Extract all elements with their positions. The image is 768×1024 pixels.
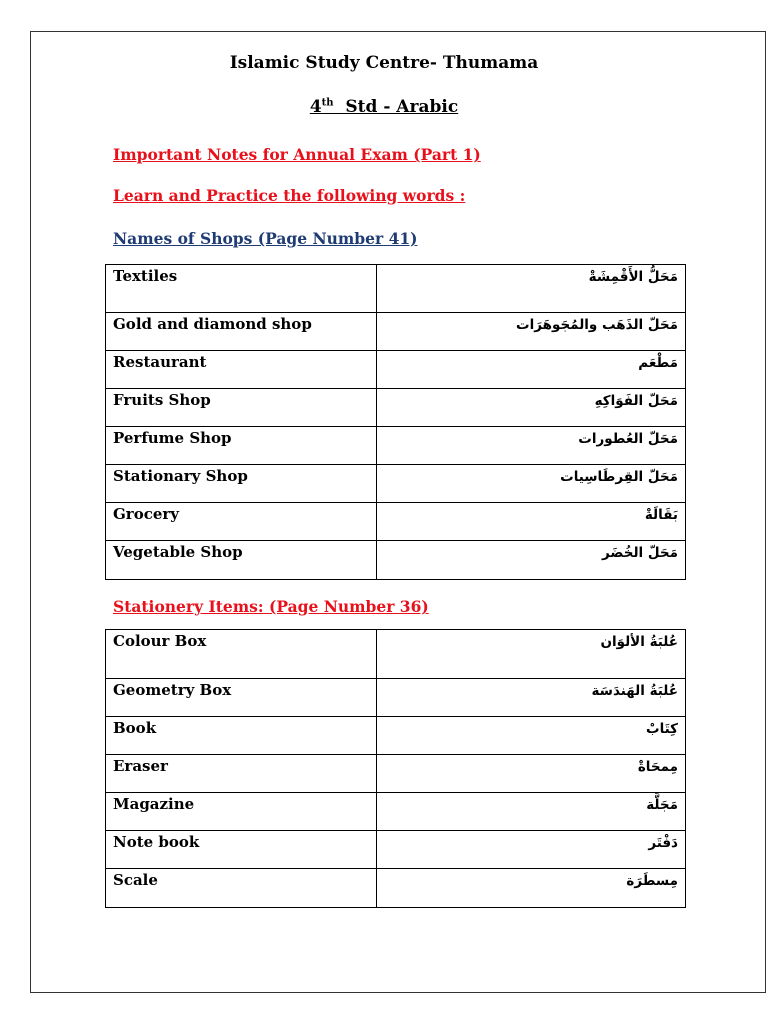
- table-row: [106, 755, 686, 793]
- arabic-cell: كِتَابْ: [377, 717, 686, 755]
- english-cell: Gold and diamond shop: [106, 313, 377, 351]
- grade-number: 4: [309, 97, 322, 117]
- arabic-cell: مَطْعَم: [377, 351, 686, 389]
- table-row: [106, 503, 686, 541]
- english-cell: Geometry Box: [106, 679, 377, 717]
- arabic-cell: مَحَلُّ الأَقْمِشَةْ: [377, 265, 686, 313]
- arabic-cell: مِمحَاةْ: [377, 755, 686, 793]
- english-cell: Stationary Shop: [106, 465, 377, 503]
- arabic-cell: مَحَلّ القِرطَاسِيات: [377, 465, 686, 503]
- arabic-cell: مَحَلّ الخُضَر: [377, 541, 686, 580]
- stationery-table: [105, 629, 686, 908]
- table-row: [106, 351, 686, 389]
- grade-superscript: th: [321, 97, 334, 109]
- english-cell: Scale: [106, 869, 377, 908]
- english-cell: Fruits Shop: [106, 389, 377, 427]
- table-row: [106, 793, 686, 831]
- shops-table: [105, 264, 686, 580]
- stationery-heading: Stationery Items: (Page Number 36): [113, 597, 429, 616]
- notes-heading: Important Notes for Annual Exam (Part 1): [113, 145, 481, 164]
- table-row: [106, 630, 686, 679]
- arabic-cell: مَحَلّ الذَهَب والمُجَوهَرَات: [377, 313, 686, 351]
- arabic-cell: عُلبَةُ الهَندَسَة: [377, 679, 686, 717]
- english-cell: Magazine: [106, 793, 377, 831]
- english-cell: Textiles: [106, 265, 377, 313]
- shops-heading: Names of Shops (Page Number 41): [113, 229, 418, 248]
- grade-subject: Std - Arabic: [333, 97, 459, 117]
- arabic-cell: مِسطَرَة: [377, 869, 686, 908]
- page-title: Islamic Study Centre- Thumama: [229, 53, 539, 73]
- arabic-cell: عُلبَةُ الألوَان: [377, 630, 686, 679]
- english-cell: Perfume Shop: [106, 427, 377, 465]
- practice-heading: Learn and Practice the following words :: [113, 186, 466, 205]
- english-cell: Eraser: [106, 755, 377, 793]
- table-row: [106, 427, 686, 465]
- english-cell: Note book: [106, 831, 377, 869]
- english-cell: Book: [106, 717, 377, 755]
- table-row: [106, 389, 686, 427]
- table-row: [106, 869, 686, 908]
- table-row: [106, 679, 686, 717]
- table-row: [106, 465, 686, 503]
- arabic-cell: مَحَلّ العُطورات: [377, 427, 686, 465]
- table-row: [106, 717, 686, 755]
- english-cell: Restaurant: [106, 351, 377, 389]
- table-row: [106, 831, 686, 869]
- arabic-cell: مَحَلّ الفَوَاكِهِ: [377, 389, 686, 427]
- english-cell: Grocery: [106, 503, 377, 541]
- arabic-cell: مَجَلَّة: [377, 793, 686, 831]
- arabic-cell: بَقَالَةْ: [377, 503, 686, 541]
- english-cell: Vegetable Shop: [106, 541, 377, 580]
- table-row: [106, 541, 686, 580]
- grade-subtitle: [0, 97, 768, 117]
- table-row: [106, 313, 686, 351]
- english-cell: Colour Box: [106, 630, 377, 679]
- arabic-cell: دَفْتَر: [377, 831, 686, 869]
- table-row: [106, 265, 686, 313]
